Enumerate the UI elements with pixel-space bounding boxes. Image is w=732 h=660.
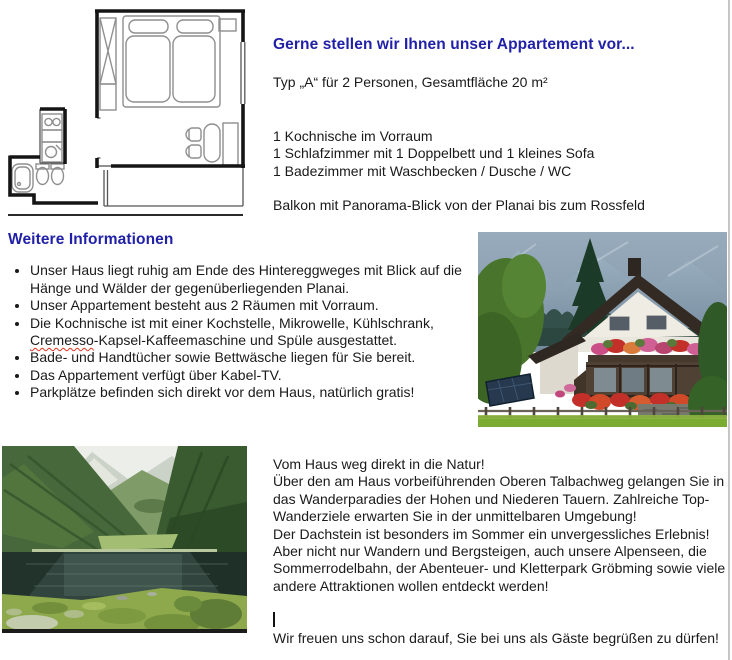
info-heading: Weitere Informationen [8,231,174,248]
nature-section [273,456,727,647]
floor-plan-image [8,6,250,218]
empty-line [273,612,727,629]
nature-paragraph: Der Dachstein ist besonders im Sommer ein unvergessliches Erlebnis! [273,525,710,542]
info-bullet-item [30,262,468,297]
mountain-lake-photo [2,446,247,633]
info-bullet-item [30,315,468,350]
intro-heading: Gerne stellen wir Ihnen unser Appartement vor... [273,36,635,53]
nature-paragraph: Über den am Haus vorbeiführenden Oberen Talbachweg gelangen Sie in das Wanderparadies der Hohen und Niederen Tauern. Zahlreiche Top-Wanderziele erwarten Sie in der unmittelbaren Umgebung! [273,473,725,525]
bullet-text: Die Kochnische ist mit einer Kochstelle, Mikrowelle, Kühlschrank, [30,314,434,331]
bullet-text: -Kapsel-Kaffeemaschine und Spüle ausgestattet. [93,332,398,349]
feature-line: 1 Kochnische im Vorraum [273,127,433,144]
misspelled-word: Cremesso [30,332,94,349]
closing-line: Wir freuen uns schon darauf, Sie bei uns als Gäste begrüßen zu dürfen! [273,629,719,646]
intro-section [273,36,723,214]
house-photo [478,232,727,427]
more-info-section [8,231,470,402]
balcony-line: Balkon mit Panorama-Blick von der Planai bis zum Rossfeld [273,197,645,214]
text-cursor [273,612,275,627]
info-bullet-item [30,349,468,366]
bullet-text: Unser Appartement besteht aus 2 Räumen mit Vorraum. [30,297,379,314]
nature-paragraph: Aber nicht nur Wandern und Bergsteigen, auch unsere Alpenseen, die Sommerrodelbahn, der Abenteuer- und Kletterpark Gröbming sowie viele andere Attraktionen wollen entdeckt werden! [273,543,726,594]
info-bullet-item [30,384,468,401]
feature-line: 1 Badezimmer mit Waschbecken / Dusche / WC [273,162,572,179]
bullet-text: Parkplätze befinden sich direkt vor dem Haus, natürlich gratis! [30,384,415,401]
nature-paragraph: Vom Haus weg direkt in die Natur! [273,456,485,472]
feature-line: 1 Schlafzimmer mit 1 Doppelbett und 1 kleines Sofa [273,145,595,162]
apartment-type-line: Typ „A“ für 2 Personen, Gesamtfläche 20 m² [273,74,548,91]
bullet-text: Das Appartement verfügt über Kabel-TV. [30,366,282,383]
info-bullet-item [30,297,468,314]
page-edge-divider [728,0,730,660]
info-bullet-item [30,367,468,384]
info-bullet-list [8,262,468,401]
bullet-text: Bade- und Handtücher sowie Bettwäsche liegen für Sie bereit. [30,349,416,366]
bullet-text: Unser Haus liegt ruhig am Ende des Hintereggweges mit Blick auf die Hänge und Wälder der gegenüberliegenden Planai. [30,262,462,296]
